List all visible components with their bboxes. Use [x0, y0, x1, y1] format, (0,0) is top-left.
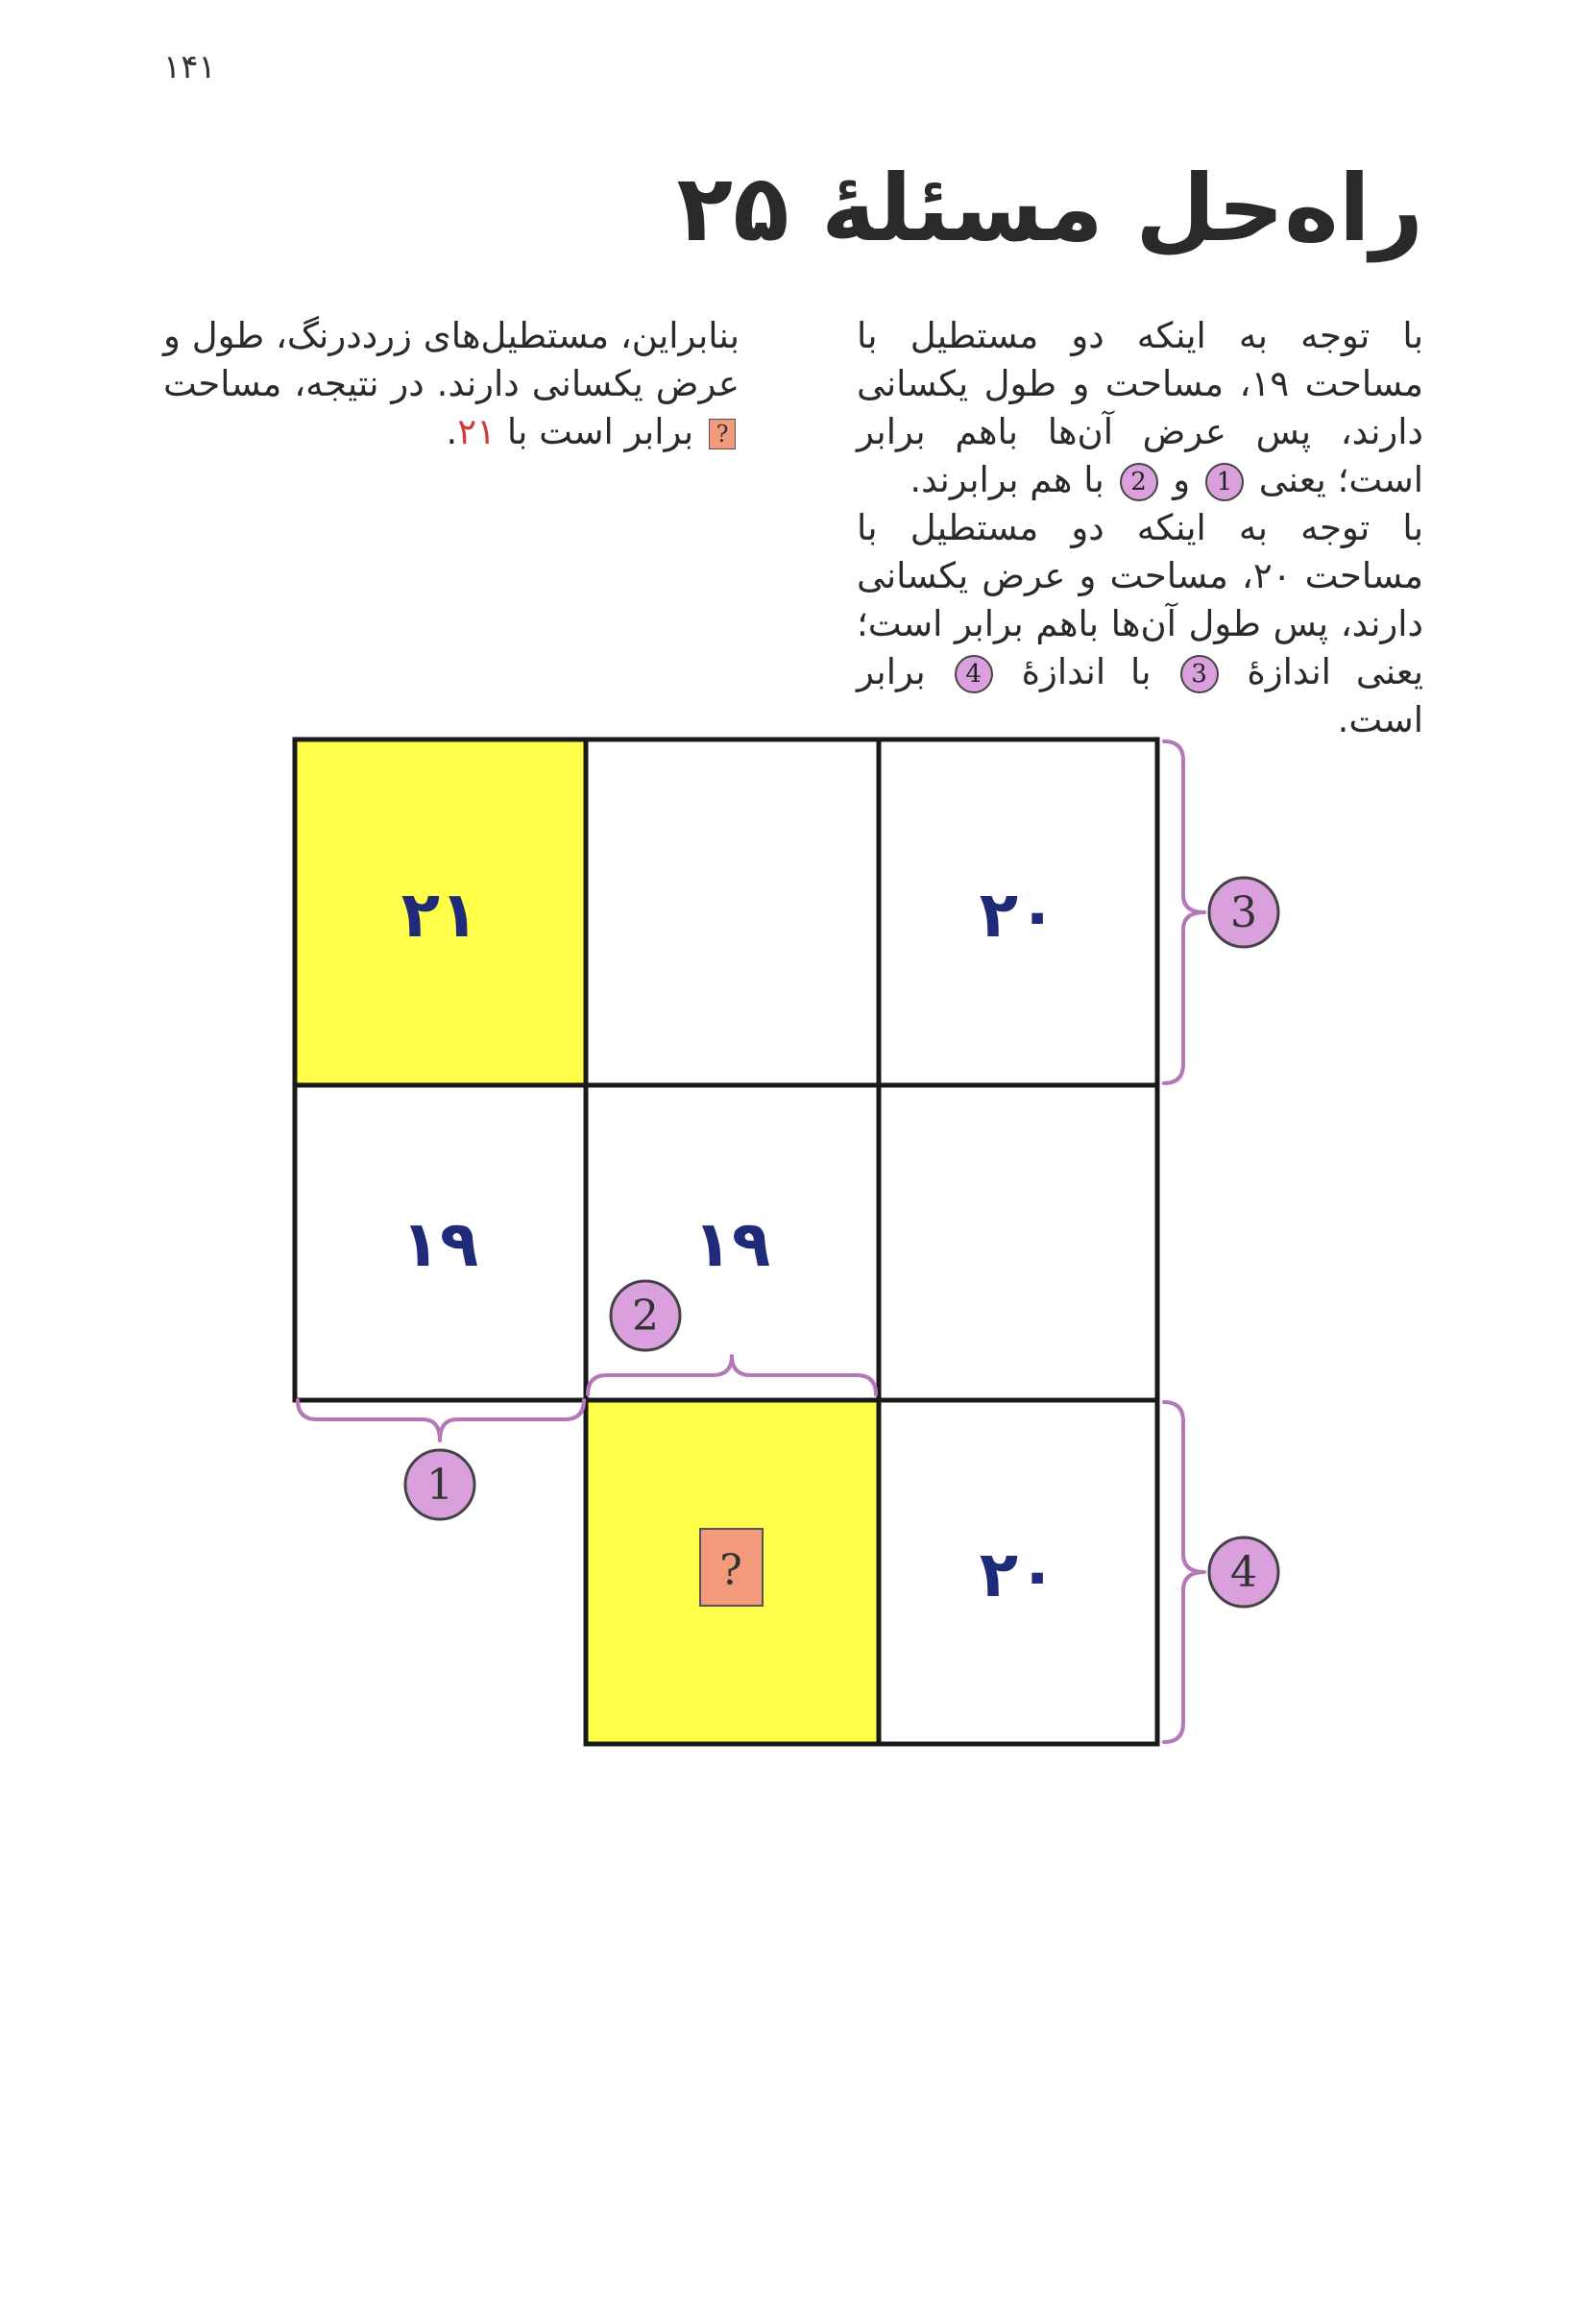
conclusion-text-after: برابر است با: [506, 411, 694, 452]
cell-20-top: ۲۰: [979, 878, 1057, 952]
cell-19-left: ۱۹: [400, 1207, 479, 1281]
paragraph-2-joiner: با اندازهٔ: [1021, 651, 1152, 692]
label-3-text: 3: [1230, 888, 1257, 937]
brace-1-bottom: [298, 1400, 584, 1440]
conclusion-period: .: [446, 411, 458, 452]
question-mark-box-inline: ?: [709, 419, 736, 449]
paragraph-2-text: با توجه به اینکه دو مستطیل با مساحت ۲۰، مساحت و عرض یکسانی دارند، پس طول آن‌ها باهم برابر است؛ یعنی اندازهٔ: [857, 507, 1424, 692]
cell-20-bottom: ۲۰: [979, 1537, 1057, 1611]
label-circle-4: [1209, 1537, 1278, 1607]
label-circle-2: [611, 1281, 680, 1350]
badge-3: 3: [1180, 655, 1219, 693]
cell-21: ۲۱: [400, 878, 479, 952]
conclusion-text: بنابراین، مستطیل‌های زرددرنگ، طول و عرض یکسانی دارند. در نتیجه، مساحت: [163, 315, 740, 404]
paragraph-1-text: با توجه به اینکه دو مستطیل با مساحت ۱۹، مساحت و طول یکسانی دارند، پس عرض آن‌ها باهم برابر است؛ یعنی: [857, 315, 1423, 500]
answer-value: ۲۱: [457, 411, 497, 452]
cell-19-middle: ۱۹: [692, 1207, 771, 1281]
brace-4-right: [1164, 1402, 1204, 1742]
question-mark-text: ?: [719, 1546, 742, 1595]
label-4-text: 4: [1230, 1548, 1257, 1597]
paragraph-1-end: با هم برابرند.: [910, 459, 1104, 500]
paragraph-2-end: برابر است.: [857, 651, 1423, 740]
paragraph-1-joiner: و: [1173, 459, 1191, 500]
label-1-text: 1: [426, 1461, 453, 1510]
badge-4: 4: [955, 655, 993, 693]
page-title: راه‌حل مسئلهٔ ۲۵: [676, 155, 1423, 262]
badge-1: 1: [1205, 463, 1244, 501]
label-2-text: 2: [632, 1292, 659, 1341]
label-circle-3: [1209, 878, 1278, 947]
badge-2: 2: [1120, 463, 1158, 501]
brace-2-top: [588, 1356, 876, 1394]
label-circle-1: [405, 1450, 474, 1519]
brace-3-right: [1164, 741, 1204, 1083]
page-number: ۱۴۱: [163, 48, 216, 86]
